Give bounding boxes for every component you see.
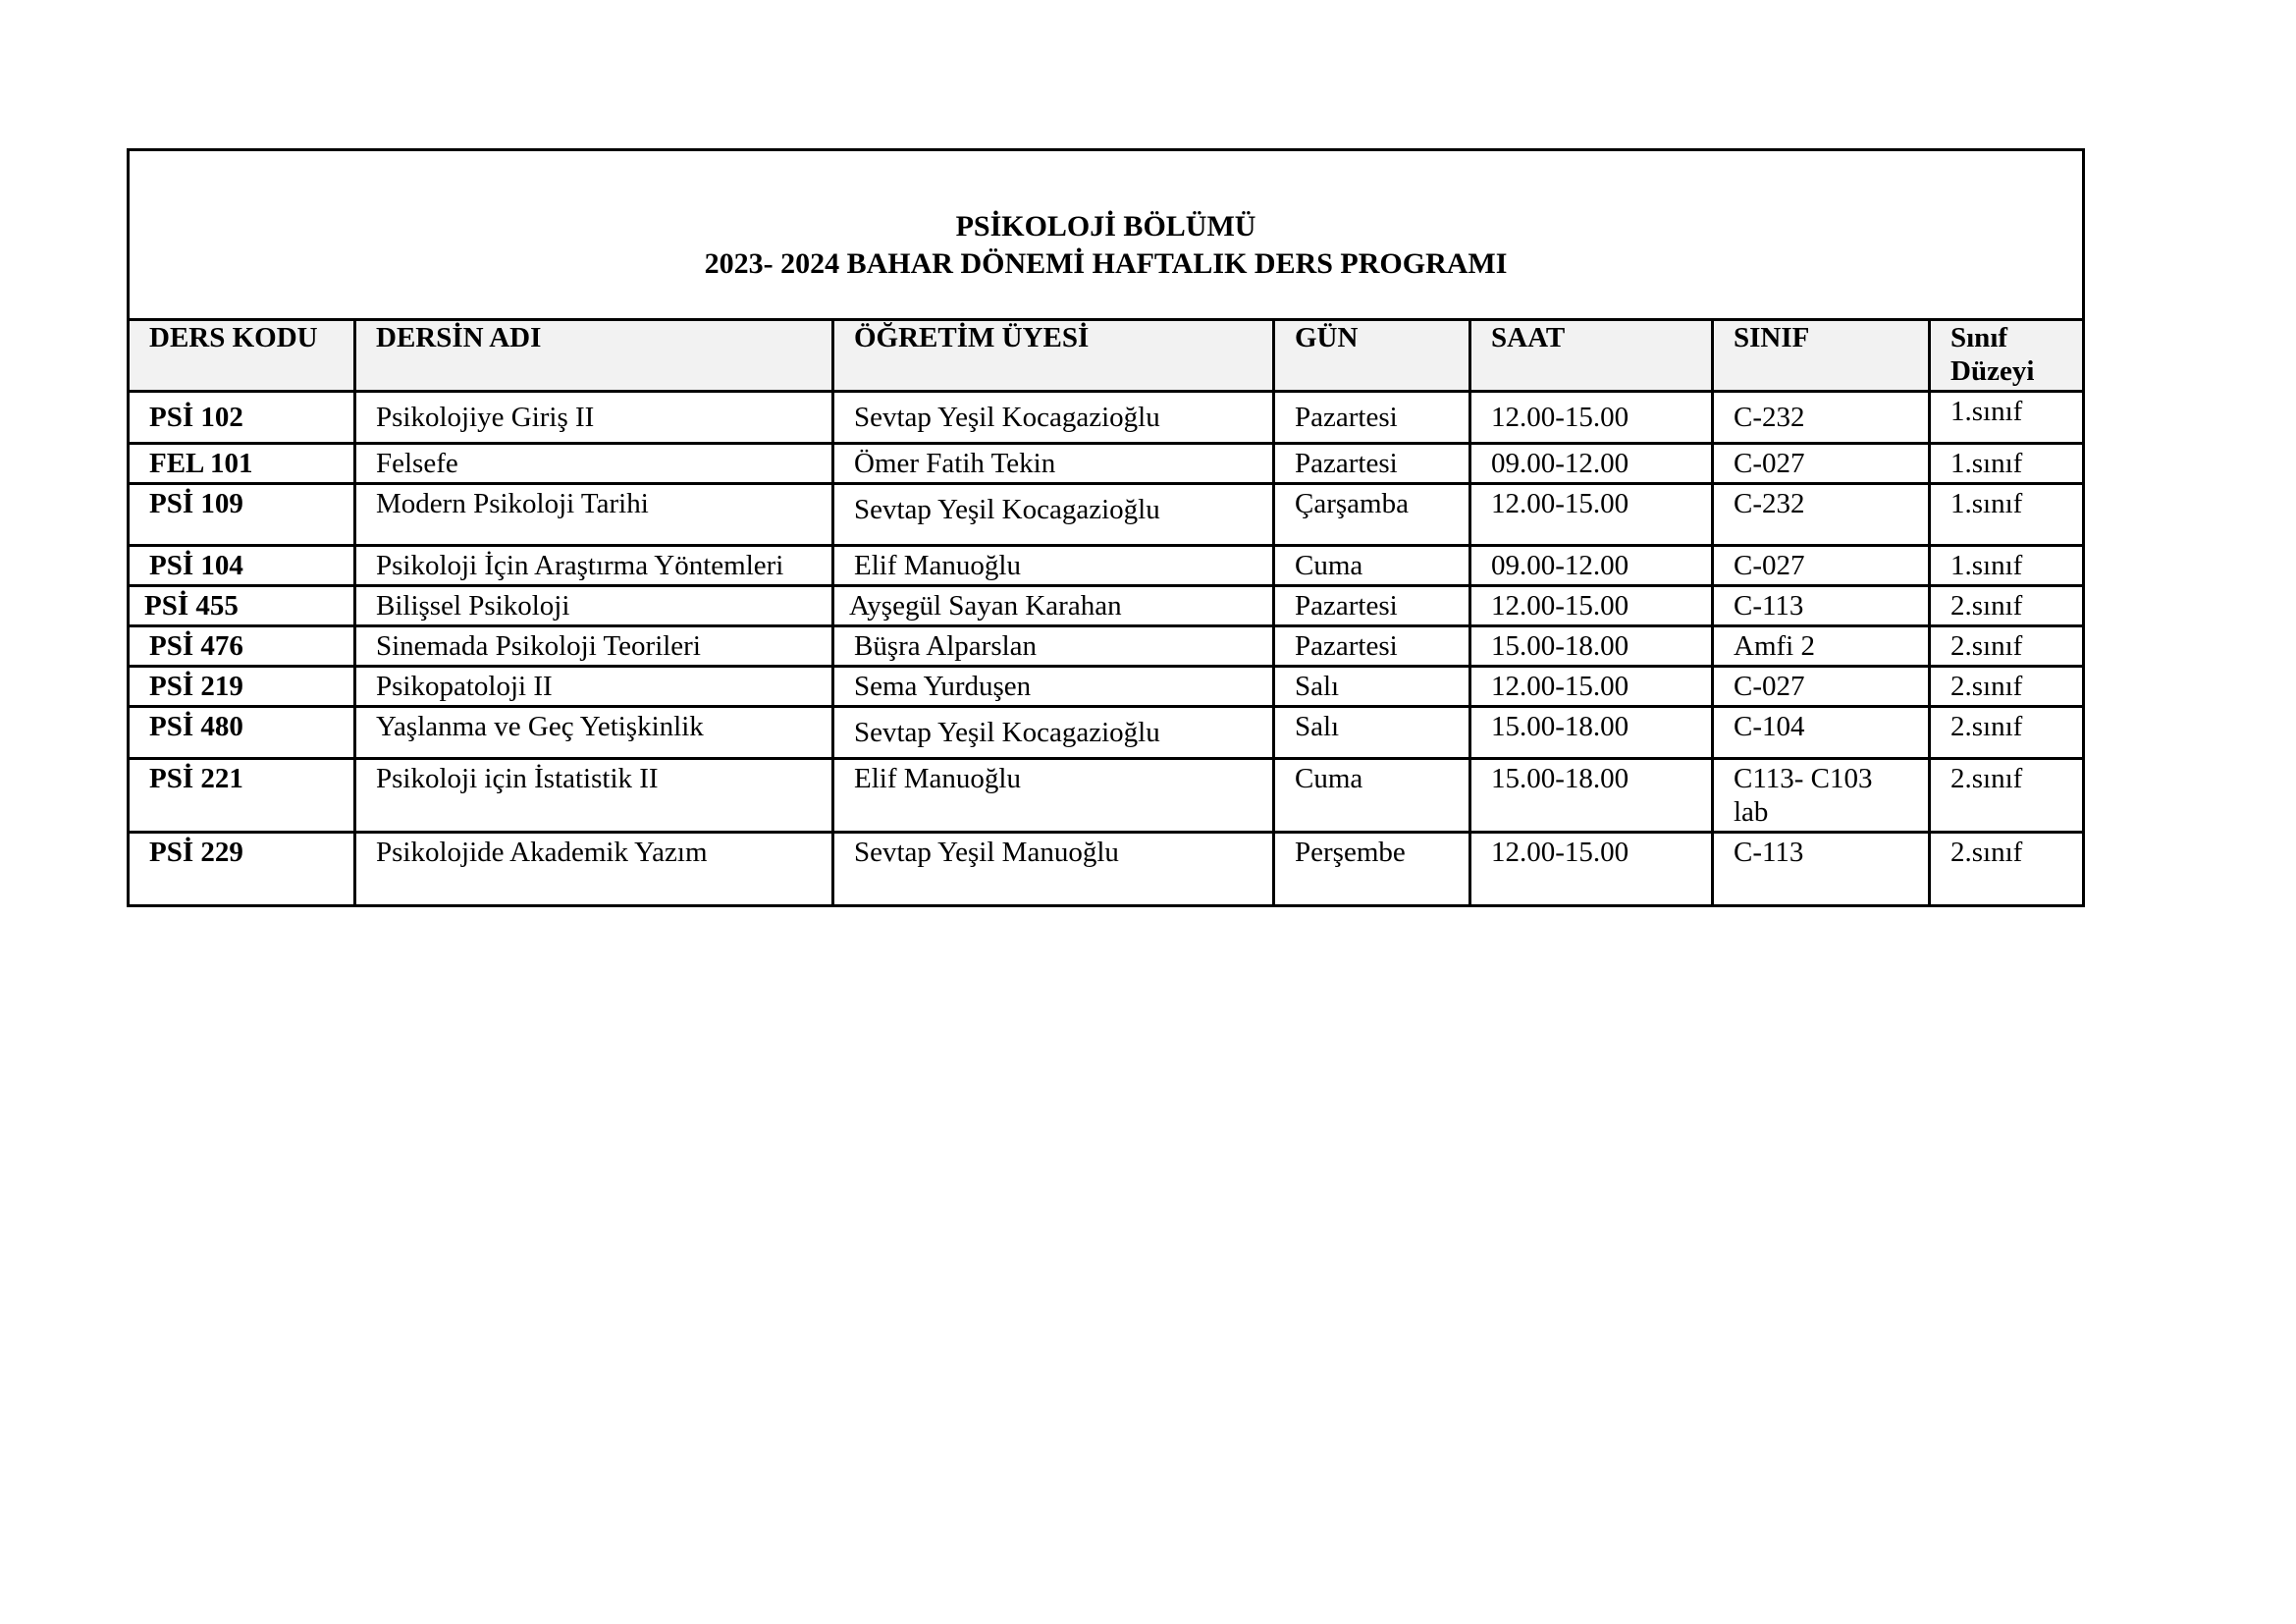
day: Pazartesi bbox=[1274, 392, 1470, 444]
level: 2.sınıf bbox=[1930, 759, 2084, 833]
table-row bbox=[129, 667, 2084, 707]
course-name: Psikoloji İçin Araştırma Yöntemleri bbox=[355, 546, 833, 586]
day: Salı bbox=[1274, 707, 1470, 759]
course-code: PSİ 229 bbox=[129, 833, 355, 906]
course-code: PSİ 104 bbox=[129, 546, 355, 586]
course-code: PSİ 476 bbox=[129, 626, 355, 667]
course-name: Psikopatoloji II bbox=[355, 667, 833, 707]
header-code: DERS KODU bbox=[129, 320, 355, 392]
table-row bbox=[129, 546, 2084, 586]
title-row bbox=[129, 150, 2084, 320]
table-row bbox=[129, 392, 2084, 444]
header-instructor: ÖĞRETİM ÜYESİ bbox=[833, 320, 1274, 392]
course-code: PSİ 480 bbox=[129, 707, 355, 759]
course-name: Bilişsel Psikoloji bbox=[355, 586, 833, 626]
day: Cuma bbox=[1274, 759, 1470, 833]
day: Pazartesi bbox=[1274, 444, 1470, 484]
room: Amfi 2 bbox=[1713, 626, 1930, 667]
table-row bbox=[129, 707, 2084, 759]
course-name: Psikolojide Akademik Yazım bbox=[355, 833, 833, 906]
title-line-1: PSİKOLOJİ BÖLÜMÜ bbox=[955, 210, 1256, 243]
table-row bbox=[129, 759, 2084, 833]
course-name: Psikolojiye Giriş II bbox=[355, 392, 833, 444]
instructor: Elif Manuoğlu bbox=[833, 759, 1274, 833]
instructor: Ayşegül Sayan Karahan bbox=[833, 586, 1274, 626]
table-row bbox=[129, 586, 2084, 626]
room bbox=[1713, 759, 1930, 833]
level: 2.sınıf bbox=[1930, 833, 2084, 906]
header-time: SAAT bbox=[1470, 320, 1713, 392]
time: 12.00-15.00 bbox=[1470, 667, 1713, 707]
room-line-1: C113- C103 bbox=[1734, 763, 1873, 794]
time: 12.00-15.00 bbox=[1470, 586, 1713, 626]
course-code: PSİ 221 bbox=[129, 759, 355, 833]
time: 12.00-15.00 bbox=[1470, 484, 1713, 546]
level: 2.sınıf bbox=[1930, 586, 2084, 626]
time: 09.00-12.00 bbox=[1470, 444, 1713, 484]
header-level-line-2: Düzeyi bbox=[1950, 355, 2035, 387]
level: 1.sınıf bbox=[1930, 484, 2084, 546]
header-day: GÜN bbox=[1274, 320, 1470, 392]
time: 12.00-15.00 bbox=[1470, 833, 1713, 906]
level: 2.sınıf bbox=[1930, 707, 2084, 759]
course-name: Sinemada Psikoloji Teorileri bbox=[355, 626, 833, 667]
room: C-232 bbox=[1713, 392, 1930, 444]
day: Çarşamba bbox=[1274, 484, 1470, 546]
level: 1.sınıf bbox=[1930, 392, 2084, 444]
day: Cuma bbox=[1274, 546, 1470, 586]
instructor: Sevtap Yeşil Kocagazioğlu bbox=[833, 484, 1274, 546]
course-code: PSİ 109 bbox=[129, 484, 355, 546]
header-level-line-1: Sınıf bbox=[1950, 322, 2008, 353]
room: C-027 bbox=[1713, 667, 1930, 707]
level: 2.sınıf bbox=[1930, 667, 2084, 707]
room: C-027 bbox=[1713, 444, 1930, 484]
course-code: PSİ 102 bbox=[129, 392, 355, 444]
instructor: Ömer Fatih Tekin bbox=[833, 444, 1274, 484]
course-code: PSİ 219 bbox=[129, 667, 355, 707]
instructor: Sevtap Yeşil Manuoğlu bbox=[833, 833, 1274, 906]
instructor: Sevtap Yeşil Kocagazioğlu bbox=[833, 707, 1274, 759]
table-row bbox=[129, 484, 2084, 546]
level: 1.sınıf bbox=[1930, 444, 2084, 484]
document-title bbox=[129, 150, 2084, 320]
header-name: DERSİN ADI bbox=[355, 320, 833, 392]
level: 1.sınıf bbox=[1930, 546, 2084, 586]
time: 09.00-12.00 bbox=[1470, 546, 1713, 586]
header-level bbox=[1930, 320, 2084, 392]
room: C-113 bbox=[1713, 833, 1930, 906]
time: 12.00-15.00 bbox=[1470, 392, 1713, 444]
room: C-027 bbox=[1713, 546, 1930, 586]
day: Perşembe bbox=[1274, 833, 1470, 906]
course-name: Yaşlanma ve Geç Yetişkinlik bbox=[355, 707, 833, 759]
course-code: FEL 101 bbox=[129, 444, 355, 484]
time: 15.00-18.00 bbox=[1470, 626, 1713, 667]
course-name: Felsefe bbox=[355, 444, 833, 484]
course-name: Psikoloji için İstatistik II bbox=[355, 759, 833, 833]
table-row bbox=[129, 626, 2084, 667]
header-row bbox=[129, 320, 2084, 392]
time: 15.00-18.00 bbox=[1470, 759, 1713, 833]
room: C-104 bbox=[1713, 707, 1930, 759]
title-line-2: 2023- 2024 BAHAR DÖNEMİ HAFTALIK DERS PROGRAMI bbox=[704, 247, 1508, 280]
time: 15.00-18.00 bbox=[1470, 707, 1713, 759]
instructor: Elif Manuoğlu bbox=[833, 546, 1274, 586]
room-line-2: lab bbox=[1734, 796, 1769, 828]
instructor: Büşra Alparslan bbox=[833, 626, 1274, 667]
schedule-table bbox=[127, 148, 2085, 907]
course-code: PSİ 455 bbox=[129, 586, 355, 626]
day: Salı bbox=[1274, 667, 1470, 707]
table-row bbox=[129, 444, 2084, 484]
header-room: SINIF bbox=[1713, 320, 1930, 392]
day: Pazartesi bbox=[1274, 586, 1470, 626]
instructor: Sevtap Yeşil Kocagazioğlu bbox=[833, 392, 1274, 444]
level: 2.sınıf bbox=[1930, 626, 2084, 667]
room: C-232 bbox=[1713, 484, 1930, 546]
day: Pazartesi bbox=[1274, 626, 1470, 667]
instructor: Sema Yurduşen bbox=[833, 667, 1274, 707]
course-name: Modern Psikoloji Tarihi bbox=[355, 484, 833, 546]
room: C-113 bbox=[1713, 586, 1930, 626]
table-row bbox=[129, 833, 2084, 906]
